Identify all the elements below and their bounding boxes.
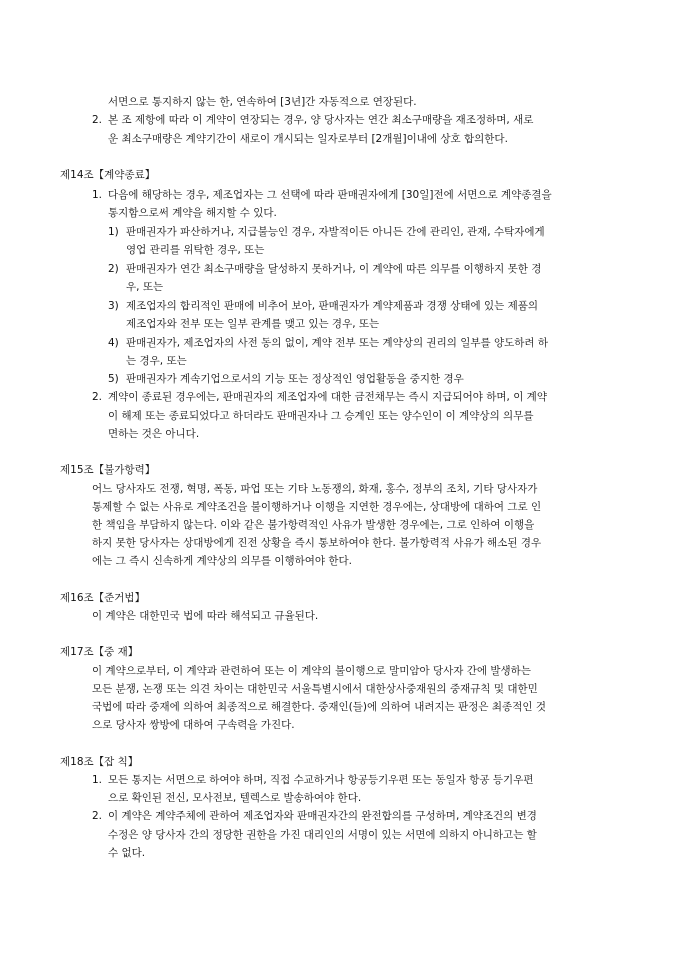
sub-item-line: 제조업자와 전부 또는 일부 관계를 맺고 있는 경우, 또는: [126, 318, 380, 330]
item-number: 2.: [92, 391, 103, 403]
paragraph-line: 계약이 종료된 경우에는, 판매권자의 제조업자에 대한 금전채무는 즉시 지급되어야 하며, 이 계약: [108, 391, 547, 403]
paragraph-line: 어느 당사자도 전쟁, 혁명, 폭동, 파업 또는 기타 노동쟁의, 화재, 홍수, 정부의 조치, 기타 당사자가: [92, 483, 538, 495]
sub-item-line: 판매권자가 계속기업으로서의 기능 또는 정상적인 영업활동을 중지한 경우: [126, 373, 464, 385]
paragraph-line: 모든 통지는 서면으로 하여야 하며, 직접 수교하거나 항공등기우편 또는 동일자 항공 등기우편: [108, 774, 534, 786]
paragraph-line: 수 없다.: [108, 847, 146, 859]
sub-item-line: 영업 관리를 위탁한 경우, 또는: [126, 244, 265, 256]
paragraph-line: 통제할 수 없는 사유로 계약조건을 불이행하거나 이행을 지연한 경우에는, 상대방에 대하여 그로 인: [92, 501, 542, 513]
sub-item-line: 제조업자의 합리적인 판매에 비추어 보아, 판매권자가 계약제품과 경쟁 상태에 있는 제품의: [126, 300, 539, 312]
sub-item-number: 4): [108, 337, 119, 349]
paragraph-line: 하지 못한 당사자는 상대방에게 진전 상황을 즉시 통보하여야 한다. 불가항력적 사유가 해소된 경우: [92, 537, 542, 549]
sub-item-line: 우, 또는: [126, 281, 164, 293]
paragraph-line: 으로 당사자 쌍방에 대하여 구속력을 가진다.: [92, 719, 295, 731]
item-number: 1.: [92, 774, 103, 786]
paragraph-line: 통지함으로써 계약을 해지할 수 있다.: [108, 207, 277, 219]
article-17-heading: 제17조【중 재】: [60, 646, 139, 658]
sub-item-line: 판매권자가 파산하거나, 지급불능인 경우, 자발적이든 아니든 간에 관리인, 관재, 수탁자에게: [126, 226, 545, 238]
item-number: 2.: [92, 810, 103, 822]
paragraph-line: 에는 그 즉시 신속하게 계약상의 의무를 이행하여야 한다.: [92, 555, 352, 567]
paragraph-line: 본 조 제항에 따라 이 계약이 연장되는 경우, 양 당사자는 연간 최소구매량을 재조정하며, 새로: [108, 114, 534, 126]
paragraph-line: 수정은 양 당사자 간의 정당한 권한을 가진 대리인의 서명이 있는 서면에 의하지 아니하고는 할: [108, 829, 537, 841]
paragraph-line: 이 계약으로부터, 이 계약과 관련하여 또는 이 계약의 불이행으로 말미암아 당사자 간에 발생하는: [92, 665, 531, 677]
paragraph-line: 다음에 해당하는 경우, 제조업자는 그 선택에 따라 판매권자에게 [30일]전에 서면으로 계약종결을: [108, 189, 552, 201]
paragraph-line: 이 계약은 대한민국 법에 따라 해석되고 규율된다.: [92, 610, 319, 622]
continued-line: 서면으로 통지하지 않는 한, 연속하여 [3년]간 자동적으로 연장된다.: [108, 96, 417, 108]
article-16-heading: 제16조【준거법】: [60, 592, 146, 604]
paragraph-line: 이 계약은 계약주체에 관하여 제조업자와 판매권자간의 완전합의를 구성하며, 계약조건의 변경: [108, 810, 537, 822]
sub-item-line: 판매권자가, 제조업자의 사전 동의 없이, 계약 전부 또는 계약상의 권리의 일부를 양도하려 하: [126, 337, 549, 349]
paragraph-line: 면하는 것은 아니다.: [108, 428, 200, 440]
sub-item-number: 3): [108, 300, 119, 312]
article-14-heading: 제14조【계약종료】: [60, 169, 156, 181]
sub-item-line: 는 경우, 또는: [126, 355, 187, 367]
item-number: 2.: [92, 114, 103, 126]
article-15-heading: 제15조【불가항력】: [60, 464, 156, 476]
sub-item-number: 2): [108, 263, 119, 275]
paragraph-line: 운 최소구매량은 계약기간이 새로이 개시되는 일자로부터 [2개월]이내에 상호 합의한다.: [108, 133, 508, 145]
item-number: 1.: [92, 189, 103, 201]
paragraph-line: 모든 분쟁, 논쟁 또는 의견 차이는 대한민국 서울특별시에서 대한상사중재원의 중재규칙 및 대한민: [92, 683, 538, 695]
paragraph-line: 이 해제 또는 종료되었다고 하더라도 판매권자나 그 승계인 또는 양수인이 이 계약상의 의무를: [108, 410, 534, 422]
sub-item-number: 1): [108, 226, 119, 238]
paragraph-line: 국법에 따라 중재에 의하여 최종적으로 해결한다. 중재인(들)에 의하여 내려지는 판정은 최종적인 것: [92, 701, 546, 713]
sub-item-number: 5): [108, 373, 119, 385]
article-18-heading: 제18조【잡 칙】: [60, 756, 139, 768]
paragraph-line: 한 책임을 부담하지 않는다. 이와 같은 불가항력적인 사유가 발생한 경우에는, 그로 인하여 이행을: [92, 519, 535, 531]
sub-item-line: 판매권자가 연간 최소구매량을 달성하지 못하거나, 이 계약에 따른 의무를 이행하지 못한 경: [126, 263, 542, 275]
paragraph-line: 으로 확인된 전신, 모사전보, 텔렉스로 발송하여야 한다.: [108, 792, 362, 804]
